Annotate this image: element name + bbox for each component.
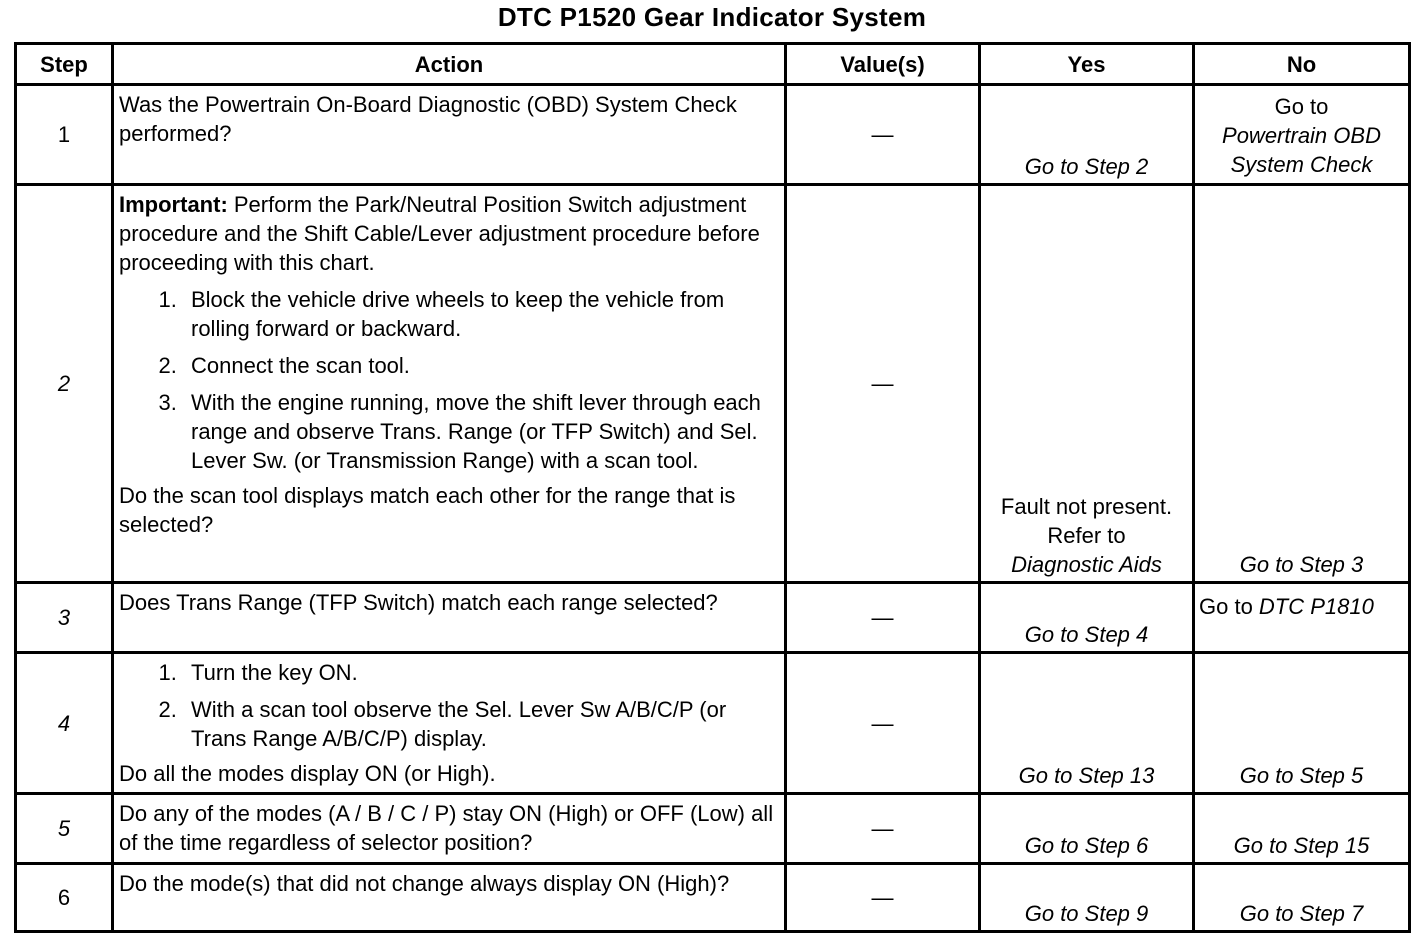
table-row [16, 85, 1410, 185]
value-cell: — [786, 794, 980, 864]
no-cell: Go to Step 7 [1194, 864, 1410, 932]
list-item: 3. With the engine running, move the shift lever through each range and observe Trans. Range (or TFP Switch) and Sel. Lever Sw. (or Transmission Range) with a scan tool. [183, 388, 780, 475]
value-cell: — [786, 583, 980, 653]
action-cell: Does Trans Range (TFP Switch) match each range selected? [113, 583, 786, 653]
yes-line: Fault not present. [1000, 494, 1173, 519]
list-item: 1. Block the vehicle drive wheels to keep the vehicle from rolling forward or backward. [183, 285, 780, 343]
yes-cell: Go to Step 9 [980, 864, 1194, 932]
no-prefix: Go to [1274, 94, 1329, 119]
action-cell [113, 185, 786, 583]
question-text: Do the scan tool displays match each other for the range that is selected? [119, 483, 736, 537]
header-action: Action [113, 44, 786, 85]
header-row [16, 44, 1410, 85]
header-yes: Yes [980, 44, 1194, 85]
no-link: Powertrain OBD System Check [1222, 123, 1381, 177]
yes-link: Diagnostic Aids [1011, 552, 1162, 577]
yes-line: Refer to [1047, 523, 1126, 548]
yes-cell: Go to Step 6 [980, 794, 1194, 864]
question-text: Do all the modes display ON (or High). [119, 761, 496, 786]
table-row [16, 864, 1410, 932]
diagnostic-table [14, 42, 1411, 933]
yes-cell [980, 185, 1194, 583]
step-number: 1 [16, 85, 113, 185]
step-number: 5 [16, 794, 113, 864]
value-cell: — [786, 185, 980, 583]
list-item: 1. Turn the key ON. [183, 658, 780, 687]
value-cell: — [786, 653, 980, 794]
action-cell: Do any of the modes (A / B / C / P) stay ON (High) or OFF (Low) all of the time regardless of selector position? [113, 794, 786, 864]
header-no: No [1194, 44, 1410, 85]
action-cell: Do the mode(s) that did not change always display ON (High)? [113, 864, 786, 932]
table-row [16, 653, 1410, 794]
important-label: Important: [119, 192, 228, 217]
no-cell [1194, 583, 1410, 653]
action-cell [113, 653, 786, 794]
yes-cell: Go to Step 2 [980, 85, 1194, 185]
header-values: Value(s) [786, 44, 980, 85]
list-item: 2. With a scan tool observe the Sel. Lever Sw A/B/C/P (or Trans Range A/B/C/P) display. [183, 695, 780, 753]
step-number: 3 [16, 583, 113, 653]
yes-cell: Go to Step 4 [980, 583, 1194, 653]
no-cell: Go to Step 3 [1194, 185, 1410, 583]
important-note [119, 190, 780, 277]
table-row [16, 794, 1410, 864]
step-number: 6 [16, 864, 113, 932]
table-row [16, 185, 1410, 583]
action-cell: Was the Powertrain On-Board Diagnostic (OBD) System Check performed? [113, 85, 786, 185]
value-cell: — [786, 85, 980, 185]
important-text: Perform the Park/Neutral Position Switch adjustment procedure and the Shift Cable/Lever adjustment procedure before proceeding with this chart. [119, 192, 760, 275]
list-item: 2. Connect the scan tool. [183, 351, 780, 380]
header-step: Step [16, 44, 113, 85]
yes-cell: Go to Step 13 [980, 653, 1194, 794]
step-number: 2 [16, 185, 113, 583]
no-cell: Go to Step 15 [1194, 794, 1410, 864]
no-cell: Go to Step 5 [1194, 653, 1410, 794]
procedure-list [119, 658, 780, 753]
page-title: DTC P1520 Gear Indicator System [497, 2, 927, 32]
value-cell: — [786, 864, 980, 932]
procedure-list [119, 285, 780, 475]
table-row [16, 583, 1410, 653]
step-number: 4 [16, 653, 113, 794]
no-cell [1194, 85, 1410, 185]
no-prefix: Go to [1199, 594, 1259, 619]
no-link: DTC P1810 [1258, 594, 1374, 619]
